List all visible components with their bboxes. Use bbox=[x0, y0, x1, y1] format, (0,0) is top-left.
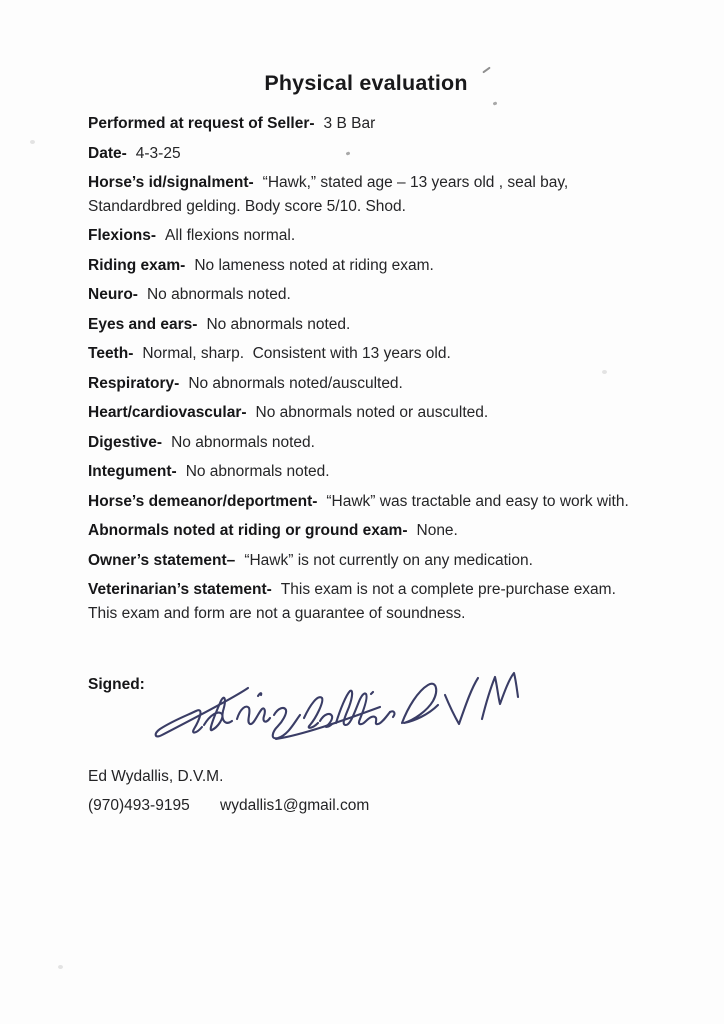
veterinarian-name: Ed Wydallis, D.V.M. bbox=[88, 768, 224, 785]
field-row bbox=[88, 519, 644, 543]
field-label: Horse’s demeanor/deportment- bbox=[88, 492, 318, 510]
field-row bbox=[88, 431, 644, 455]
field-value: No abnormals noted. bbox=[206, 315, 351, 333]
field-row bbox=[88, 460, 644, 484]
field-row bbox=[88, 112, 644, 136]
field-value: No abnormals noted. bbox=[146, 286, 291, 303]
field-value: “Hawk” is not currently on any medication. bbox=[244, 551, 533, 569]
field-value: No abnormals noted. bbox=[185, 463, 330, 480]
field-row bbox=[88, 254, 644, 278]
field-row bbox=[88, 578, 644, 625]
field-label: Digestive- bbox=[88, 433, 163, 451]
field-label: Abnormals noted at riding or ground exam- bbox=[88, 522, 408, 539]
contact-line bbox=[88, 794, 644, 818]
scan-artifact bbox=[58, 965, 63, 969]
field-value: Normal, sharp. Consistent with 13 years old. bbox=[142, 345, 451, 362]
field-label: Teeth- bbox=[88, 345, 134, 362]
veterinarian-contact bbox=[88, 765, 644, 818]
field-label: Integument- bbox=[88, 463, 177, 480]
scan-artifact bbox=[30, 140, 35, 144]
page-title: Physical evaluation bbox=[264, 71, 468, 95]
field-label: Flexions- bbox=[88, 227, 157, 244]
field-label: Date- bbox=[88, 144, 127, 162]
field-row bbox=[88, 490, 644, 514]
field-value: No lameness noted at riding exam. bbox=[194, 256, 434, 274]
field-value: This exam is not a complete pre-purchase exam. This exam and form are not a guarantee of soundness. bbox=[88, 581, 625, 622]
email-address: wydallis1@gmail.com bbox=[220, 797, 370, 814]
field-label: Neuro- bbox=[88, 286, 138, 303]
field-row bbox=[88, 342, 644, 366]
field-label: Heart/cardiovascular- bbox=[88, 404, 247, 421]
field-value: 3 B Bar bbox=[323, 115, 376, 132]
field-row bbox=[88, 401, 644, 425]
field-row bbox=[88, 372, 644, 396]
signature-block bbox=[88, 673, 644, 697]
field-label: Eyes and ears- bbox=[88, 315, 198, 333]
field-row bbox=[88, 313, 644, 337]
field-label: Veterinarian’s statement- bbox=[88, 581, 272, 598]
field-row bbox=[88, 171, 644, 218]
handwritten-signature bbox=[140, 663, 520, 758]
field-label: Performed at request of Seller- bbox=[88, 115, 315, 132]
field-value: “Hawk” was tractable and easy to work with. bbox=[326, 492, 629, 510]
field-value: “Hawk,” stated age – 13 years old , seal bay, Standardbred gelding. Body score 5/10. Shod. bbox=[88, 174, 573, 215]
field-label: Riding exam- bbox=[88, 256, 186, 274]
phone-number: (970)493-9195 bbox=[88, 797, 190, 814]
field-value: No abnormals noted or ausculted. bbox=[255, 404, 489, 421]
field-row bbox=[88, 142, 644, 166]
field-row bbox=[88, 549, 644, 573]
field-value: No abnormals noted/ausculted. bbox=[188, 374, 403, 392]
field-label: Owner’s statement– bbox=[88, 551, 236, 569]
field-label: Respiratory- bbox=[88, 374, 180, 392]
fields bbox=[88, 112, 644, 625]
field-value: No abnormals noted. bbox=[171, 433, 315, 451]
field-label: Horse’s id/signalment- bbox=[88, 174, 254, 191]
signed-label: Signed: bbox=[88, 676, 145, 693]
field-row bbox=[88, 224, 644, 248]
document-content bbox=[88, 70, 644, 823]
field-row bbox=[88, 283, 644, 307]
field-value: All flexions normal. bbox=[165, 227, 296, 244]
field-value: None. bbox=[416, 522, 458, 539]
field-value: 4-3-25 bbox=[135, 144, 181, 162]
